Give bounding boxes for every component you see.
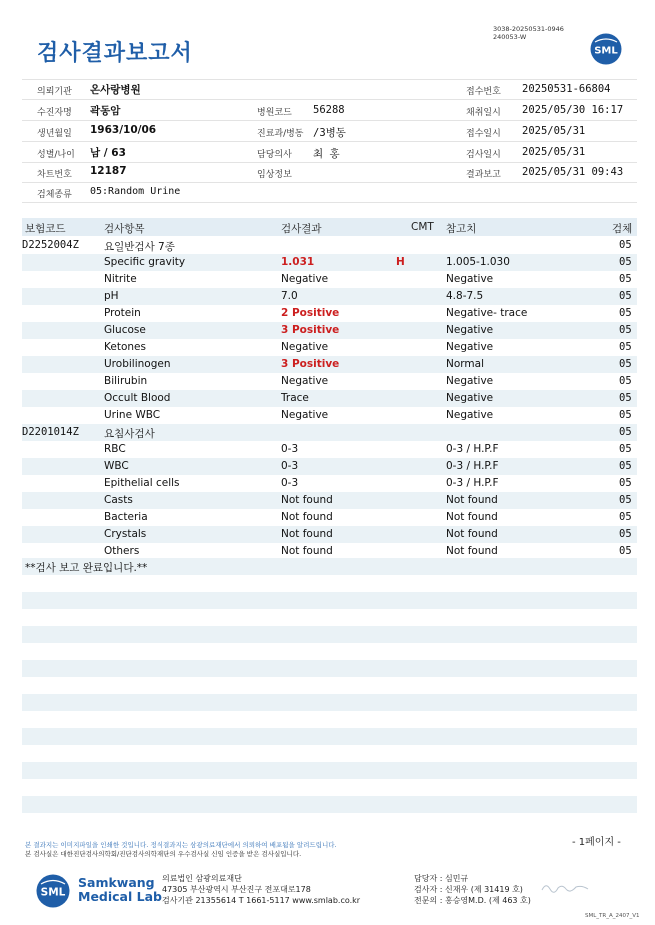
table-row: [22, 254, 637, 271]
document-code-line2: 240053-W: [493, 33, 527, 41]
reference-cell: Negative: [446, 409, 494, 421]
reference-cell: 4.8-7.5: [446, 290, 484, 302]
patient-value: 곽동암: [90, 105, 121, 117]
sex-age-value: 남 / 63: [90, 147, 126, 159]
received-value: 2025/05/31: [522, 125, 586, 137]
receipt-number-label: 접수번호: [466, 87, 501, 97]
result-cell: Not found: [281, 545, 333, 557]
reference-cell: Not found: [446, 545, 498, 557]
patient-label: 수진자명: [37, 108, 72, 118]
test-item-cell: Crystals: [104, 528, 147, 540]
table-row: [22, 424, 637, 441]
specimen-cell: 05: [619, 392, 632, 404]
result-cell: Not found: [281, 528, 333, 540]
specimen-value: 05:Random Urine: [90, 186, 181, 197]
divider: [22, 141, 637, 142]
department-value: /3병동: [313, 127, 346, 139]
result-cell: 2 Positive: [281, 307, 340, 319]
specimen-cell: 05: [619, 358, 632, 370]
completion-note: **검사 보고 완료입니다.**: [25, 562, 148, 574]
table-row: [22, 509, 637, 526]
reported-label: 결과보고: [466, 170, 501, 180]
chart-value: 12187: [90, 165, 127, 177]
divider: [22, 120, 637, 121]
test-item-cell: RBC: [104, 443, 126, 455]
test-item-cell: Protein: [104, 307, 141, 319]
page-number: - 1페이지 -: [572, 837, 621, 848]
table-row: [22, 441, 637, 458]
chart-label: 차트번호: [37, 170, 72, 180]
test-item-cell: Glucose: [104, 324, 146, 336]
specimen-cell: 05: [619, 460, 632, 472]
empty-row: [22, 762, 637, 779]
doctor-label: 담당의사: [257, 150, 292, 160]
page-title: 검사결과보고서: [37, 41, 193, 66]
result-cell: 7.0: [281, 290, 298, 302]
result-cell: Negative: [281, 341, 329, 353]
divider: [22, 99, 637, 100]
divider: [22, 202, 637, 203]
column-header-cmt: CMT: [411, 221, 434, 233]
column-header-code: 보험코드: [25, 223, 66, 235]
reference-cell: Negative: [446, 273, 494, 285]
empty-row: [22, 796, 637, 813]
divider: [22, 79, 637, 80]
specimen-cell: 05: [619, 443, 632, 455]
test-item-cell: Others: [104, 545, 140, 557]
test-item-cell: Epithelial cells: [104, 477, 180, 489]
table-row: [22, 305, 637, 322]
test-item-cell: Urine WBC: [104, 409, 161, 421]
requester-label: 의뢰기관: [37, 87, 72, 97]
hospital-code-label: 병원코드: [257, 108, 292, 118]
table-row: [22, 237, 637, 254]
table-row: [22, 271, 637, 288]
notice-line-2: 본 검사실은 대한진단검사의학회/진단검사의학재단의 우수검사실 신임 인증을 받은 검사실입니다.: [25, 850, 302, 858]
specimen-cell: 05: [619, 375, 632, 387]
test-item-cell: WBC: [104, 460, 129, 472]
result-cell: Trace: [281, 392, 309, 404]
doctor-value: 최 홍: [313, 148, 340, 160]
reference-cell: Negative- trace: [446, 307, 528, 319]
address-line-2: 47305 부산광역시 부산진구 전포대로178: [162, 885, 311, 894]
result-cell: 3 Positive: [281, 358, 340, 370]
result-cell: Negative: [281, 409, 329, 421]
specimen-cell: 05: [619, 256, 632, 268]
test-item-cell: Bacteria: [104, 511, 148, 523]
specimen-cell: 05: [619, 545, 632, 557]
divider: [22, 182, 637, 183]
test-item-cell: Urobilinogen: [104, 358, 171, 370]
table-row: [22, 458, 637, 475]
table-row: [22, 475, 637, 492]
column-header-item: 검사항목: [104, 223, 145, 235]
test-item-cell: Ketones: [104, 341, 146, 353]
reference-cell: Negative: [446, 324, 494, 336]
table-row: [22, 339, 637, 356]
result-cell: Negative: [281, 273, 329, 285]
specimen-cell: 05: [619, 324, 632, 336]
result-cell: 1.031: [281, 256, 315, 268]
document-code-line1: 3038-20250531-0946: [493, 25, 564, 33]
reference-cell: 0-3 / H.P.F: [446, 443, 499, 455]
test-item-cell: Nitrite: [104, 273, 137, 285]
empty-row: [22, 592, 637, 609]
staff-line-2: 검사자 : 신재우 (제 31419 호): [414, 885, 523, 894]
table-row: [22, 407, 637, 424]
specimen-cell: 05: [619, 528, 632, 540]
test-item-cell: pH: [104, 290, 119, 302]
notice-line-1: 본 결과지는 이미지파일을 인쇄한 것입니다. 정식결과지는 삼광의료재단에서 의뢰하여 배포됨을 알려드립니다.: [25, 841, 337, 849]
reference-cell: Negative: [446, 392, 494, 404]
dob-label: 생년월일: [37, 129, 72, 139]
specimen-cell: 05: [619, 426, 632, 438]
tested-value: 2025/05/31: [522, 146, 586, 158]
reference-cell: 1.005-1.030: [446, 256, 510, 268]
specimen-cell: 05: [619, 494, 632, 506]
table-row: [22, 373, 637, 390]
reference-cell: 0-3 / H.P.F: [446, 477, 499, 489]
insurance-code-cell: D2252004Z: [22, 239, 79, 251]
specimen-cell: 05: [619, 409, 632, 421]
table-row: [22, 390, 637, 407]
brand-name-line1: Samkwang: [78, 875, 155, 890]
test-item-cell: 요일반검사 7종: [104, 241, 175, 253]
empty-row: [22, 626, 637, 643]
receipt-number-value: 20250531-66804: [522, 83, 611, 95]
column-header-result: 검사결과: [281, 223, 322, 235]
specimen-cell: 05: [619, 239, 632, 251]
specimen-cell: 05: [619, 290, 632, 302]
specimen-cell: 05: [619, 341, 632, 353]
reference-cell: 0-3 / H.P.F: [446, 460, 499, 472]
received-label: 접수일시: [466, 129, 501, 139]
department-label: 진료과/병동: [257, 129, 304, 139]
table-row: [22, 288, 637, 305]
samkwang-logo-icon: [36, 874, 70, 908]
result-cell: Negative: [281, 375, 329, 387]
column-header-reference: 참고치: [446, 223, 477, 235]
brand-name: [78, 876, 162, 904]
result-cell: 0-3: [281, 460, 299, 472]
reference-cell: Negative: [446, 375, 494, 387]
reference-cell: Not found: [446, 494, 498, 506]
dob-value: 1963/10/06: [90, 124, 157, 136]
specimen-cell: 05: [619, 273, 632, 285]
samkwang-logo-text: SML: [40, 886, 66, 899]
staff-line-1: 담당자 : 심민규: [414, 874, 469, 883]
sml-logo-text: SML: [594, 45, 618, 57]
test-item-cell: Casts: [104, 494, 133, 506]
completion-row: [22, 558, 637, 575]
reported-value: 2025/05/31 09:43: [522, 166, 624, 178]
reference-cell: Not found: [446, 528, 498, 540]
test-item-cell: Bilirubin: [104, 375, 148, 387]
result-cell: 0-3: [281, 477, 299, 489]
reference-cell: Not found: [446, 511, 498, 523]
collected-label: 채취일시: [466, 108, 501, 118]
table-row: [22, 526, 637, 543]
tested-label: 검사일시: [466, 150, 501, 160]
table-row: [22, 492, 637, 509]
reference-cell: Negative: [446, 341, 494, 353]
reference-cell: Normal: [446, 358, 484, 370]
result-cell: 0-3: [281, 443, 299, 455]
table-row: [22, 322, 637, 339]
sex-age-label: 성별/나이: [37, 150, 75, 160]
result-cell: Not found: [281, 494, 333, 506]
comment-flag-cell: H: [396, 256, 405, 268]
test-item-cell: 요침사검사: [104, 428, 155, 440]
clinical-info-label: 임상정보: [257, 170, 292, 180]
specimen-label: 검체종류: [37, 190, 72, 200]
empty-row: [22, 660, 637, 677]
staff-line-3: 전문의 : 홍승영M.D. (제 463 호): [414, 896, 531, 905]
result-cell: Not found: [281, 511, 333, 523]
result-cell: 3 Positive: [281, 324, 340, 336]
sml-logo-icon: [590, 33, 622, 65]
empty-row: [22, 694, 637, 711]
form-code: SML_TR_A_2407_V1: [585, 913, 640, 919]
document-code: [493, 25, 564, 41]
test-item-cell: Occult Blood: [104, 392, 171, 404]
hospital-code-value: 56288: [313, 104, 345, 116]
test-item-cell: Specific gravity: [104, 256, 186, 268]
empty-row: [22, 728, 637, 745]
collected-value: 2025/05/30 16:17: [522, 104, 624, 116]
specimen-cell: 05: [619, 307, 632, 319]
specimen-cell: 05: [619, 511, 632, 523]
signature-icon: [540, 880, 590, 894]
requester-value: 온사랑병원: [90, 84, 141, 96]
insurance-code-cell: D2201014Z: [22, 426, 79, 438]
column-header-specimen: 검체: [612, 223, 633, 235]
address-line-1: 의료법인 삼광의료재단: [162, 874, 242, 883]
table-row: [22, 356, 637, 373]
specimen-cell: 05: [619, 477, 632, 489]
brand-name-line2: Medical Lab: [78, 889, 162, 904]
address-line-3: 검사기관 21355614 T 1661-5117 www.smlab.co.kr: [162, 896, 361, 905]
divider: [22, 162, 637, 163]
